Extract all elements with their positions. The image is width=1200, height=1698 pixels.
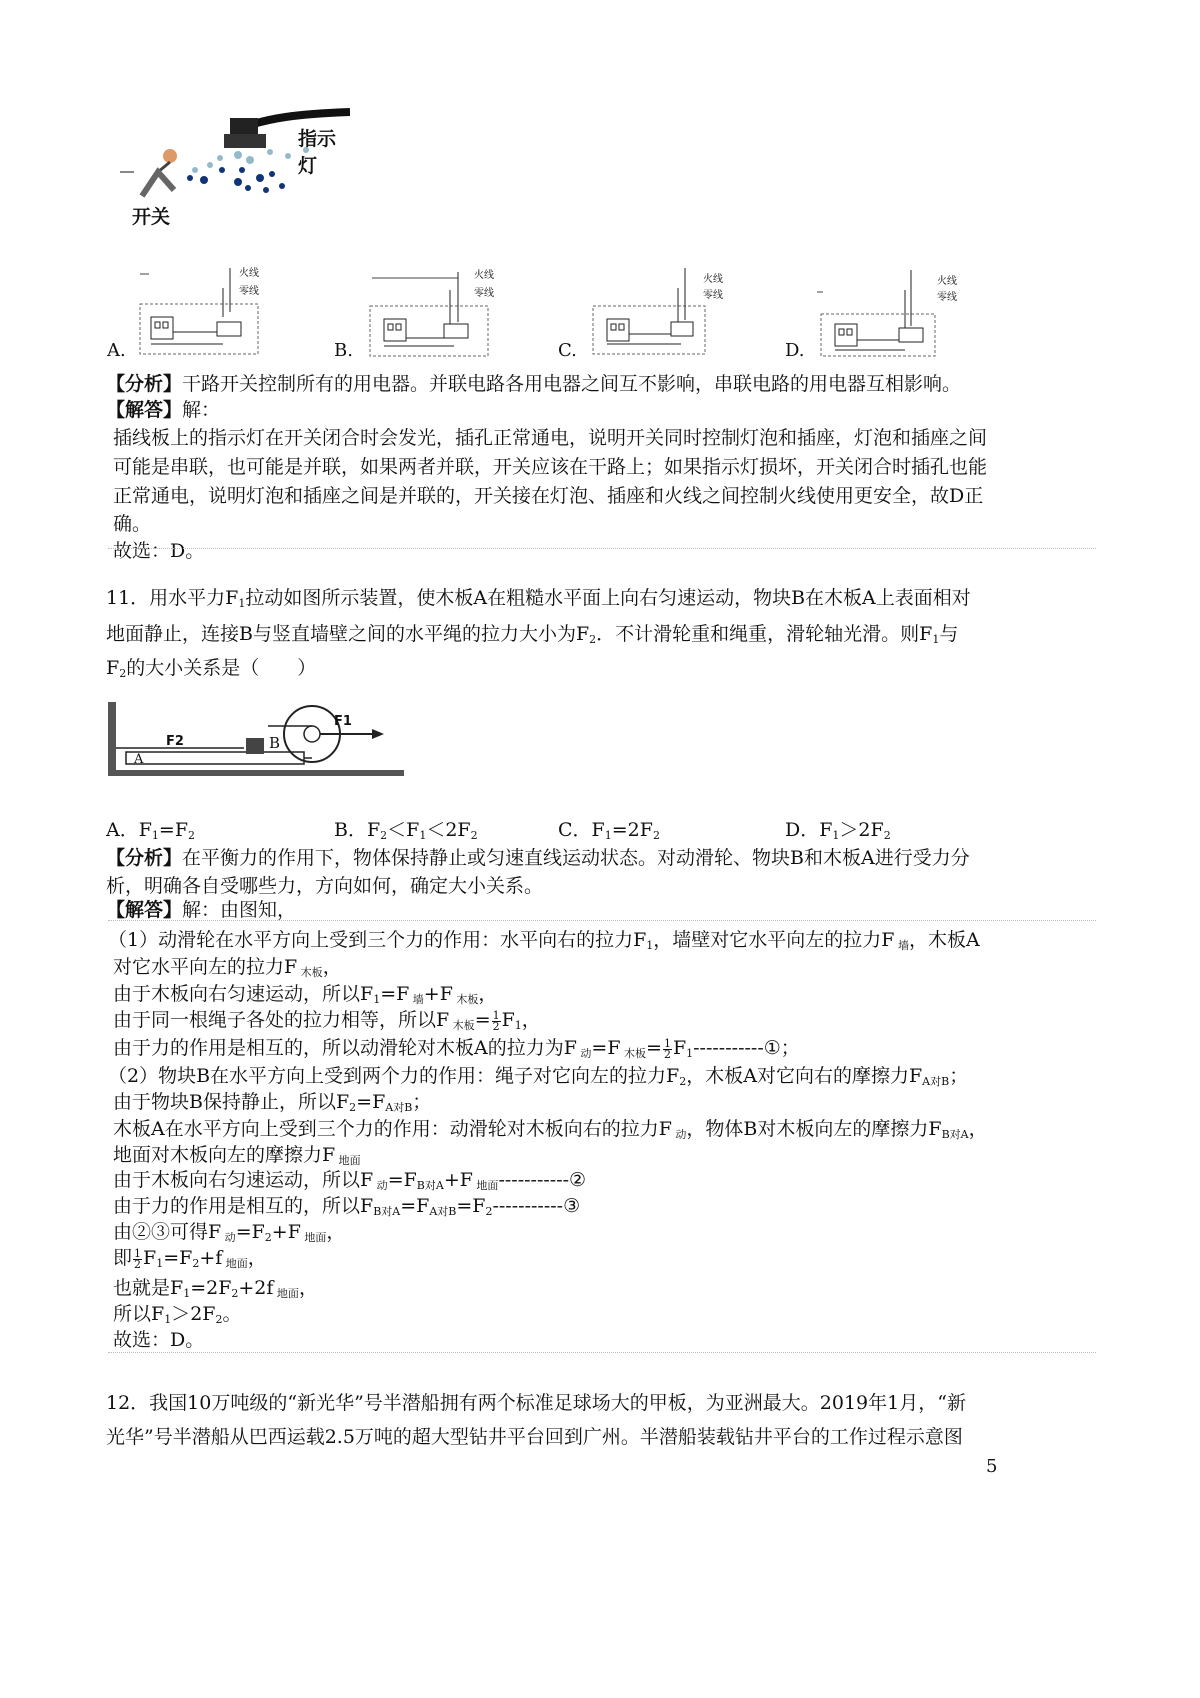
q11-conclusion: 故选：D。 [113, 1329, 205, 1351]
circuit-option-d [815, 262, 985, 362]
divider [108, 1352, 1096, 1353]
b-label: B [269, 734, 281, 752]
q11-answer-line: 木板A在水平方向上受到三个力的作用：动滑轮对木板向右的拉力F $_动$，物体B对木板向左的摩擦力$F_{B对A}$， [113, 1118, 988, 1141]
q11-answer-line: 由于力的作用是相互的，所以动滑轮对木板A的拉力为F $_动$=F $_{木板}$= $\frac{1}{2}$ $F_1-----------①$； [113, 1036, 800, 1061]
q11-answer-line: 由于物块B保持静止，所以$F_2=F_{A对B}$； [113, 1091, 432, 1114]
q11-answer-line: 由于木板向右匀速运动，所以F $_动=F_{B对A}+F$ $_{地面}$-----------② [113, 1169, 587, 1192]
q11-answer-line: 由②③可得F $_动=F_2+F$ $_{地面}$， [113, 1221, 346, 1244]
q11-answer-line: （2）物块B在水平方向上受到两个力的作用：绳子对它向左的拉力$F_2$，木板A对它向右的摩擦力$F_{A对B}$； [108, 1065, 969, 1088]
pulley-figure [108, 698, 408, 780]
q10-analysis [106, 372, 961, 396]
q11-analysis: 【分析】在平衡力的作用下，物体保持静止或匀速直线运动状态。对动滑轮、物块B和木板A进行受力分 [106, 847, 970, 869]
q10-answer-head [106, 398, 220, 422]
q11-answer-line: 由于同一根绳子各处的拉力相等，所以F $_{木板}$= $\frac{1}{2}$ $F_1$， [113, 1008, 541, 1033]
q11-answer-line: 地面对木板向左的摩擦力F $_{地面}$ [113, 1144, 361, 1167]
q11-answer-head: 【解答】解：由图知， [106, 899, 297, 921]
q11-answer-line: 由于力的作用是相互的，所以$F_{B对A}=F_{A对B}=F_2-----------③$ [113, 1195, 581, 1218]
circuit-option-c [585, 262, 755, 362]
page-number: 5 [986, 1456, 998, 1477]
option-c-label: C. [558, 340, 577, 361]
option-b-label: B. [334, 340, 353, 361]
q11-option-d[interactable]: D．$F_1>2F_2$ [785, 819, 891, 842]
divider [108, 548, 1096, 549]
q11-answer-line: 对它水平向左的拉力F $_{木板}$， [113, 956, 342, 979]
q11-analysis-cont: 析，明确各自受哪些力，方向如何，确定大小关系。 [106, 875, 544, 897]
live-wire-label: 火线 [474, 270, 494, 281]
q11-stem-line: 地面静止，连接B与竖直墙壁之间的水平绳的拉力大小为$F_2$．不计滑轮重和绳重，滑轮轴光滑。则$F_1$与 [106, 623, 959, 646]
q11-option-c[interactable]: C．$F_1=2F_2$ [558, 819, 660, 842]
a-label: A [134, 752, 144, 767]
q10-answer-line: 正常通电，说明灯泡和插座之间是并联的，开关接在灯泡、插座和火线之间控制火线使用更安全，故D正 [113, 485, 984, 507]
circuit-option-b [362, 264, 532, 364]
q11-option-a[interactable]: A．$F_1=F_2$ [106, 819, 196, 842]
f2-label: F2 [166, 734, 184, 749]
q11-answer-line: （1）动滑轮在水平方向上受到三个力的作用：水平向右的拉力$F_1$，墙壁对它水平向左的拉力F $_墙$，木板A [108, 929, 980, 952]
q11-answer-line: 也就是$F_1=2F_2+2f$ $_{地面}$， [113, 1277, 318, 1300]
live-wire-label: 火线 [937, 276, 957, 287]
q12-stem-line: 12．我国10万吨级的“新光华”号半潜船拥有两个标准足球场大的甲板，为亚洲最大。2019年1月，“新 [106, 1392, 966, 1414]
switch-label: 开关 [132, 206, 171, 228]
q10-answer-line: 可能是串联，也可能是并联，如果两者并联，开关应该在干路上；如果指示灯损坏，开关闭合时插孔也能 [113, 456, 988, 478]
divider [108, 920, 1096, 921]
option-d-label: D. [785, 340, 805, 361]
q10-conclusion: 故选：D。 [113, 540, 205, 562]
analysis-tag: 【分析】 [106, 373, 183, 395]
power-strip-figure [110, 100, 350, 230]
option-a-label: A. [107, 340, 126, 361]
neutral-wire-label: 零线 [937, 292, 957, 303]
f1-label: F1 [334, 714, 352, 729]
neutral-wire-label: 零线 [703, 290, 723, 301]
analysis-text: 干路开关控制所有的用电器。并联电路各用电器之间互不影响，串联电路的用电器互相影响。 [182, 373, 962, 395]
neutral-wire-label: 零线 [239, 286, 259, 297]
q11-option-b[interactable]: B．$F_2<F_1<2F_2$ [334, 819, 478, 842]
answer-head: 解： [182, 399, 221, 421]
q10-answer-line: 确。 [113, 513, 152, 535]
q11-answer-line: 所以$F_1>2F_2$。 [113, 1303, 242, 1326]
q12-stem-line: 光华”号半潜船从巴西运载2.5万吨的超大型钻井平台回到广州。半潜船装载钻井平台的工作过程示意图 [106, 1426, 963, 1448]
answer-tag: 【解答】 [106, 899, 183, 921]
circuit-option-a [105, 262, 275, 362]
answer-tag: 【解答】 [106, 399, 183, 421]
live-wire-label: 火线 [703, 274, 723, 285]
q11-stem-line: 11．用水平力$F_1$拉动如图所示装置，使木板A在粗糙水平面上向右匀速运动，物块B在木板A上表面相对 [106, 587, 971, 610]
q11-answer-line: 由于木板向右匀速运动，所以$F_1=F$ $_墙$+F $_{木板}$， [113, 983, 498, 1006]
q11-answer-line: 即 $\frac{1}{2}$ $F_1=F_2+f$ $_{地面}$， [113, 1246, 267, 1271]
q10-answer-line: 插线板上的指示灯在开关闭合时会发光，插孔正常通电，说明开关同时控制灯泡和插座，灯泡和插座之间 [113, 427, 988, 449]
indicator-label: 指示灯 [298, 128, 337, 177]
analysis-tag: 【分析】 [106, 847, 183, 869]
neutral-wire-label: 零线 [474, 288, 494, 299]
q11-stem-line: $F_2$的大小关系是（ ） [106, 657, 317, 680]
live-wire-label: 火线 [239, 268, 259, 279]
